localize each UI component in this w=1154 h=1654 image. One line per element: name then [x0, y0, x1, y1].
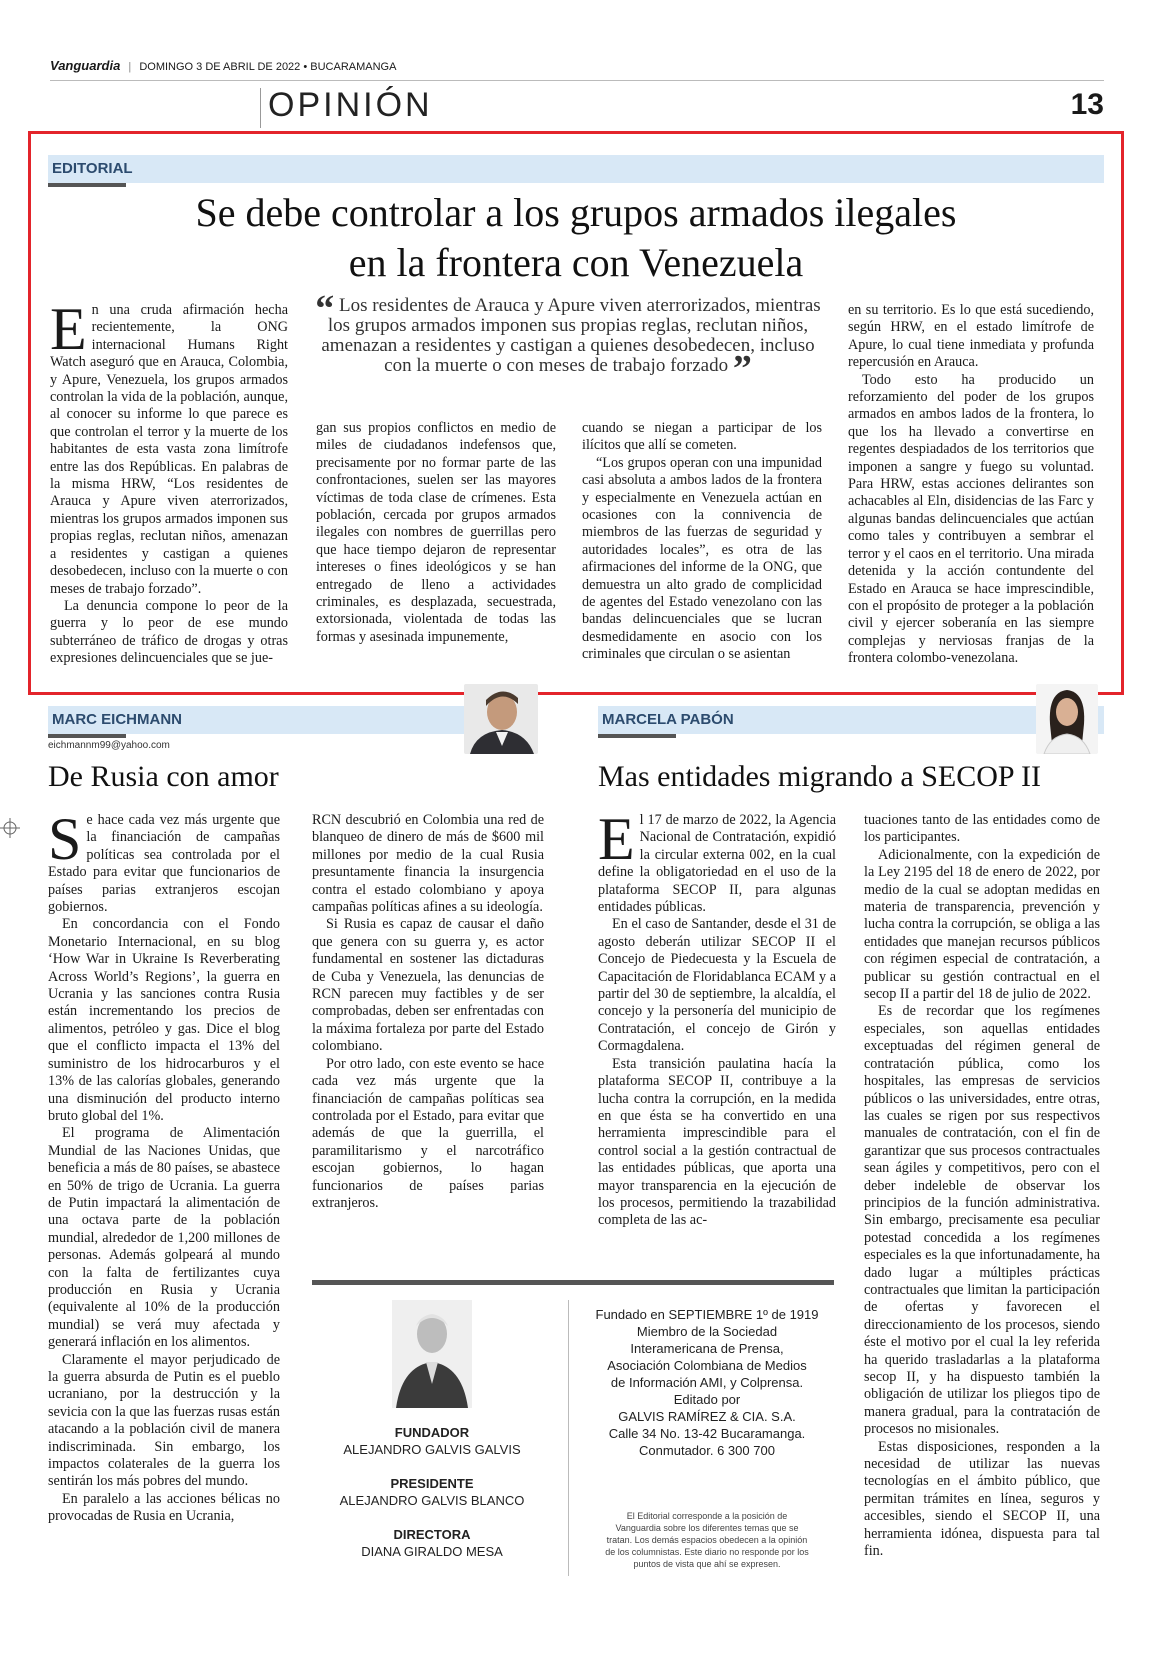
- president-name: ALEJANDRO GALVIS BLANCO: [339, 1493, 525, 1508]
- paragraph: Por otro lado, con este evento se hace cada vez más urgente que la financiación de campañas políticas sea controlada por el Estado, para evitar que además de que la guerrilla, el paramilitarismo y el narcotráfico escojan gobiernos, lo hagan funcionarios de países parias extranjeros.: [312, 1055, 544, 1211]
- info-line: Fundado en SEPTIEMBRE 1º de 1919: [595, 1307, 819, 1322]
- column-right-text-1: [598, 806, 836, 1230]
- paragraph: Adicionalmente, con la expedición de la Ley 2195 del 18 de enero de 2022, por medio de la cual se adoptan medidas en materia de transparencia, prevención y lucha contra la corrupción, se obliga a las entidades que manejan recursos públicos con régimen especial de contratación, a publicar su gestión contractual en el secop II a partir del 18 de julio de 2022.: [864, 846, 1100, 1003]
- editorial-headline: [48, 188, 1104, 288]
- staff-disclaimer: El Editorial corresponde a la posición de Vanguardia sobre los diferentes temas que se tratan. Los demás espacios obedecen a la opinión de los columnistas. Este diario no responde por los puntos de vista que ahí se expresen.: [605, 1511, 809, 1569]
- section-divider: [260, 88, 261, 128]
- info-line: Miembro de la Sociedad: [636, 1324, 778, 1339]
- editorial-column-4: [848, 302, 1094, 668]
- staff-names: [332, 1424, 532, 1560]
- paragraph: Todo esto ha producido un reforzamiento del poder de los grupos armados en ambos lados de la frontera, lo que los ha llevado a convertirse en regentes despiadados de los territorios que imponen a sangre y fuego su voluntad. Para HRW, estas acciones delirantes son achacables al Eln, disidencias de las Farc y algunas bandas delincuenciales que actúan como tales y contribuyen a sembrar el terror y el caos en el territorio. Una mirada detenida y la acción contundente del Estado en Arauca se hace imprescindible, con el propósito de proteger a la población civil y ejercer soberanía en las siempre complejas y nerviosas franjas de la frontera colombo-venezolana.: [848, 371, 1094, 667]
- paragraph: Es de recordar que los regímenes especiales, son aquellas entidades exceptuadas del régimen general de contratación pública, como los hospitales, las empresas de servicios públicos o las universidades, entre otras, las cuales se rigen por sus respectivos manuales de contratación, con el fin de garantizar que sus procesos contractuales sean ágiles y competitivos, pero con el deber indeleble de observar los principios de la función administrativa. Sin embargo, precisamente esa peculiar potestad concedida a los regímenes especiales es la que infortunadamente, ha dado lugar a múltiples prácticas contractuales que limitan la participación de ofertas y favorecen el direccionamiento de los procesos, siendo éste el motivo por el cual la ley referida ha querido trasladarlas a la plataforma secop II, y ha dispuesto también la obligación de utilizar los pliegos tipo de manera gradual, para la contratación de procesos no misionales.: [864, 1003, 1100, 1438]
- column-right-text-2: [864, 812, 1100, 1560]
- author-email: eichmannm99@yahoo.com: [48, 740, 170, 751]
- info-line: Conmutador. 6 300 700: [639, 1443, 775, 1458]
- paragraph: En concordancia con el Fondo Monetario Internacional, en su blog ‘How War in Ukraine Is Reverberating Across World’s Regions’, la guerra en Ucrania y las sanciones contra Rusia están incrementando los precios de alimentos, petróleo y gas. Dice el blog que el conflicto impacta el 13% del suministro de los hidrocarburos y el 13% de las calorías globales, generando una disminución del producto interno bruto global del 1%.: [48, 916, 280, 1124]
- paragraph: RCN descubrió en Colombia una red de blanqueo de dinero de más de $600 mil millones por medio de la cual Rusia presuntamente financia la insurgencia contra el estado colombiano y apoya campañas políticas afines a su ideología.: [312, 812, 544, 916]
- editorial-column-2: [316, 420, 556, 646]
- headline-line-1: Se debe controlar a los grupos armados ilegales: [195, 190, 957, 235]
- paragraph: En el caso de Santander, desde el 31 de agosto deberán utilizar SECOP II el Concejo de Piedecuesta y la Escuela de Capacitación de Floridablanca ECAM y a partir del 30 de septiembre, la alcaldía, el concejo y la personería del municipio de Contratación, el concejo de Girón y Cormagdalena.: [598, 916, 836, 1055]
- registration-mark-icon: [0, 818, 20, 838]
- staff-rule: [312, 1280, 834, 1285]
- column-title: Mas entidades migrando a SECOP II: [598, 760, 1041, 793]
- paragraph: Esta transición paulatina hacía la plataforma SECOP II, contribuye a la lucha contra la corrupción, en la medida en que ésta se ha convertido en una herramienta imprescindible para el control social a la gestión contractual de las entidades públicas, que aporta una mayor transparencia en la ejecución de los procesos, permitiendo la trazabilidad completa de las ac-: [598, 1055, 836, 1229]
- info-line: Asociación Colombiana de Medios: [607, 1358, 807, 1373]
- paragraph: Estas disposiciones, responden a la necesidad de utilizar las nuevas tecnologías en el ámbito público, que permitan trámites en línea, seguros y accesibles, siendo el SECOP II, una herramienta idónea, dispuesta para tal fin.: [864, 1438, 1100, 1560]
- info-line: Editado por: [673, 1392, 741, 1407]
- drop-cap: E: [598, 806, 635, 872]
- drop-cap: S: [48, 806, 82, 872]
- editorial-column-3: [582, 420, 822, 664]
- president-label: PRESIDENTE: [390, 1476, 474, 1491]
- author-photo-marc: [464, 684, 538, 754]
- brand-logo: Vanguardia: [50, 58, 121, 73]
- page-number: 13: [1070, 88, 1104, 121]
- editorial-tag-bar: [48, 155, 1104, 187]
- paragraph: “Los grupos operan con una impunidad casi absoluta a ambos lados de la frontera y especialmente en Venezuela actúan en ocasiones con la connivencia de miembros de las fuerzas de seguridad y autoridades locales”, es otra de las afirmaciones del informe de la ONG, que demuestra un alto grado de complicidad de agentes del Estado venezolano con las bandas delincuenciales que se lucran desmedidamente en asocio con los criminales que circulan o se asientan: [582, 454, 822, 663]
- column-right-tag-bar: [598, 706, 1104, 738]
- paragraph: El programa de Alimentación Mundial de las Naciones Unidas, que beneficia a más de 80 países, se abastece en 50% de trigo de Ucrania. La guerra de Putin impactará la alimentación de una octava parte de la población mundial, alrededor de 1,200 millones de personas. Además golpeará al mundo con la falta de fertilizantes cuya producción en Rusia y Ucrania (equivalente al 10% de la producción mundial) se verá muy afectada y generará inflación en los alimentos.: [48, 1125, 280, 1351]
- column-title: De Rusia con amor: [48, 760, 279, 793]
- section-title: OPINIÓN: [268, 86, 433, 124]
- director-label: DIRECTORA: [393, 1527, 471, 1542]
- tag-underline: [48, 183, 126, 187]
- founder-photo: [392, 1300, 472, 1408]
- info-line: Calle 34 No. 13-42 Bucaramanga.: [608, 1426, 806, 1441]
- pull-quote-text: Los residentes de Arauca y Apure viven aterrorizados, mientras los grupos armados imponen sus propias reglas, reclutan niños, amenazan a residentes y castigan a quienes desobedecen, incluso con la muerte o con meses de trabajo forzado: [321, 295, 821, 376]
- pull-quote: [312, 288, 824, 390]
- close-quote-icon: ”: [732, 348, 752, 390]
- masthead-bar: [50, 58, 1104, 81]
- paragraph: cuando se niegan a participar de los ilícitos que allí se cometen.: [582, 420, 822, 454]
- column-left-text-2: [312, 812, 544, 1212]
- paragraph: l 17 de marzo de 2022, la Agencia Nacional de Contratación, expidió la circular externa 002, en la cual define la obligatoriedad en el uso de la plataforma SECOP II, para algunas entidades públicas.: [598, 812, 836, 916]
- dateline: DOMINGO 3 DE ABRIL DE 2022 • BUCARAMANGA: [139, 61, 397, 73]
- founder-name: ALEJANDRO GALVIS GALVIS: [343, 1442, 521, 1457]
- tag-underline: [48, 734, 126, 738]
- editorial-tag: EDITORIAL: [48, 155, 1104, 183]
- staff-divider: [568, 1300, 569, 1576]
- paragraph: tuaciones tanto de las entidades como de los participantes.: [864, 812, 1100, 846]
- staff-info: [590, 1306, 824, 1459]
- drop-cap: E: [50, 296, 87, 362]
- headline-line-2: en la frontera con Venezuela: [348, 240, 804, 285]
- paragraph: La denuncia compone lo peor de la guerra y lo peor de ese mundo subterráneo de tráfico de drogas y otras expresiones delincuenciales que se jue-: [50, 597, 288, 667]
- author-name: MARCELA PABÓN: [598, 706, 1104, 734]
- author-photo-marcela: [1036, 684, 1098, 754]
- paragraph: n una cruda afirmación hecha recientemente, la ONG internacional Humans Right Watch aseguró que en Arauca, Colombia, y Apure, Venezuela, los grupos armados controlan la vida de la población, aunque, al conocer su informe lo que parece es que controlan el terror y la muerte de los habitantes de esta vasta zona limítrofe entre las dos Repúblicas. En palabras de la misma HRW, “Los residentes de Arauca y Apure viven aterrorizados, mientras los grupos armados imponen sus propias reglas, reclutan niños, amenazan a residentes y castigan a quienes desobedecen, incluso con la muerte o con meses de trabajo forzado”.: [50, 302, 288, 597]
- paragraph: gan sus propios conflictos en medio de miles de ciudadanos indefensos que, precisamente por no formar parte de las confrontaciones, suelen ser las mayores víctimas de toda clase de crímenes. Esta población, cercada por grupos armados ilegales con nombres de guerrillas pero que hace tiempo dejaron de representar intereses o fines ideológicos y se han entregado de lleno a actividades criminales, es desplazada, secuestrada, extorsionada, violentada de todas las formas y asesinada impunemente,: [316, 420, 556, 645]
- paragraph: Si Rusia es capaz de causar el daño que genera con su guerra y, es actor fundamental en sostener las dictaduras de Cuba y Venezuela, las denuncias de RCN parecen muy factibles y de ser comprobadas, deben ser enfrentadas con la máxima fortaleza por parte del Estado colombiano.: [312, 916, 544, 1055]
- tag-underline: [598, 734, 676, 738]
- author-name: MARC EICHMANN: [48, 706, 538, 734]
- editorial-column-1: [50, 296, 288, 668]
- divider: |: [128, 61, 132, 73]
- open-quote-icon: “: [315, 288, 335, 330]
- info-line: GALVIS RAMÍREZ & CIA. S.A.: [618, 1409, 796, 1424]
- column-left-text-1: [48, 806, 280, 1526]
- paragraph: e hace cada vez más urgente que la financiación de campañas políticas sea controlada por el Estado para evitar que funcionarios de países parias extranjeros escojan gobiernos.: [48, 812, 280, 916]
- info-line: Interamericana de Prensa,: [630, 1341, 784, 1356]
- paragraph: en su territorio. Es lo que está sucediendo, según HRW, en el estado limítrofe de Apure, lo cual tiene inmediata y profunda repercusión en Arauca.: [848, 302, 1094, 371]
- paragraph: En paralelo a las acciones bélicas no provocadas de Rusia en Ucrania,: [48, 1490, 280, 1525]
- info-line: de Información AMI, y Colprensa.: [610, 1375, 804, 1390]
- paragraph: Claramente el mayor perjudicado de la guerra absurda de Putin es el pueblo ucraniano, por la destrucción y la sevicia con la que las fuerzas rusas están atacando a la población civil de manera indiscriminada. Sin embargo, los impactos colaterales de la guerra los sentirán los más pobres del mundo.: [48, 1351, 280, 1490]
- founder-label: FUNDADOR: [394, 1425, 470, 1440]
- director-name: DIANA GIRALDO MESA: [361, 1544, 503, 1559]
